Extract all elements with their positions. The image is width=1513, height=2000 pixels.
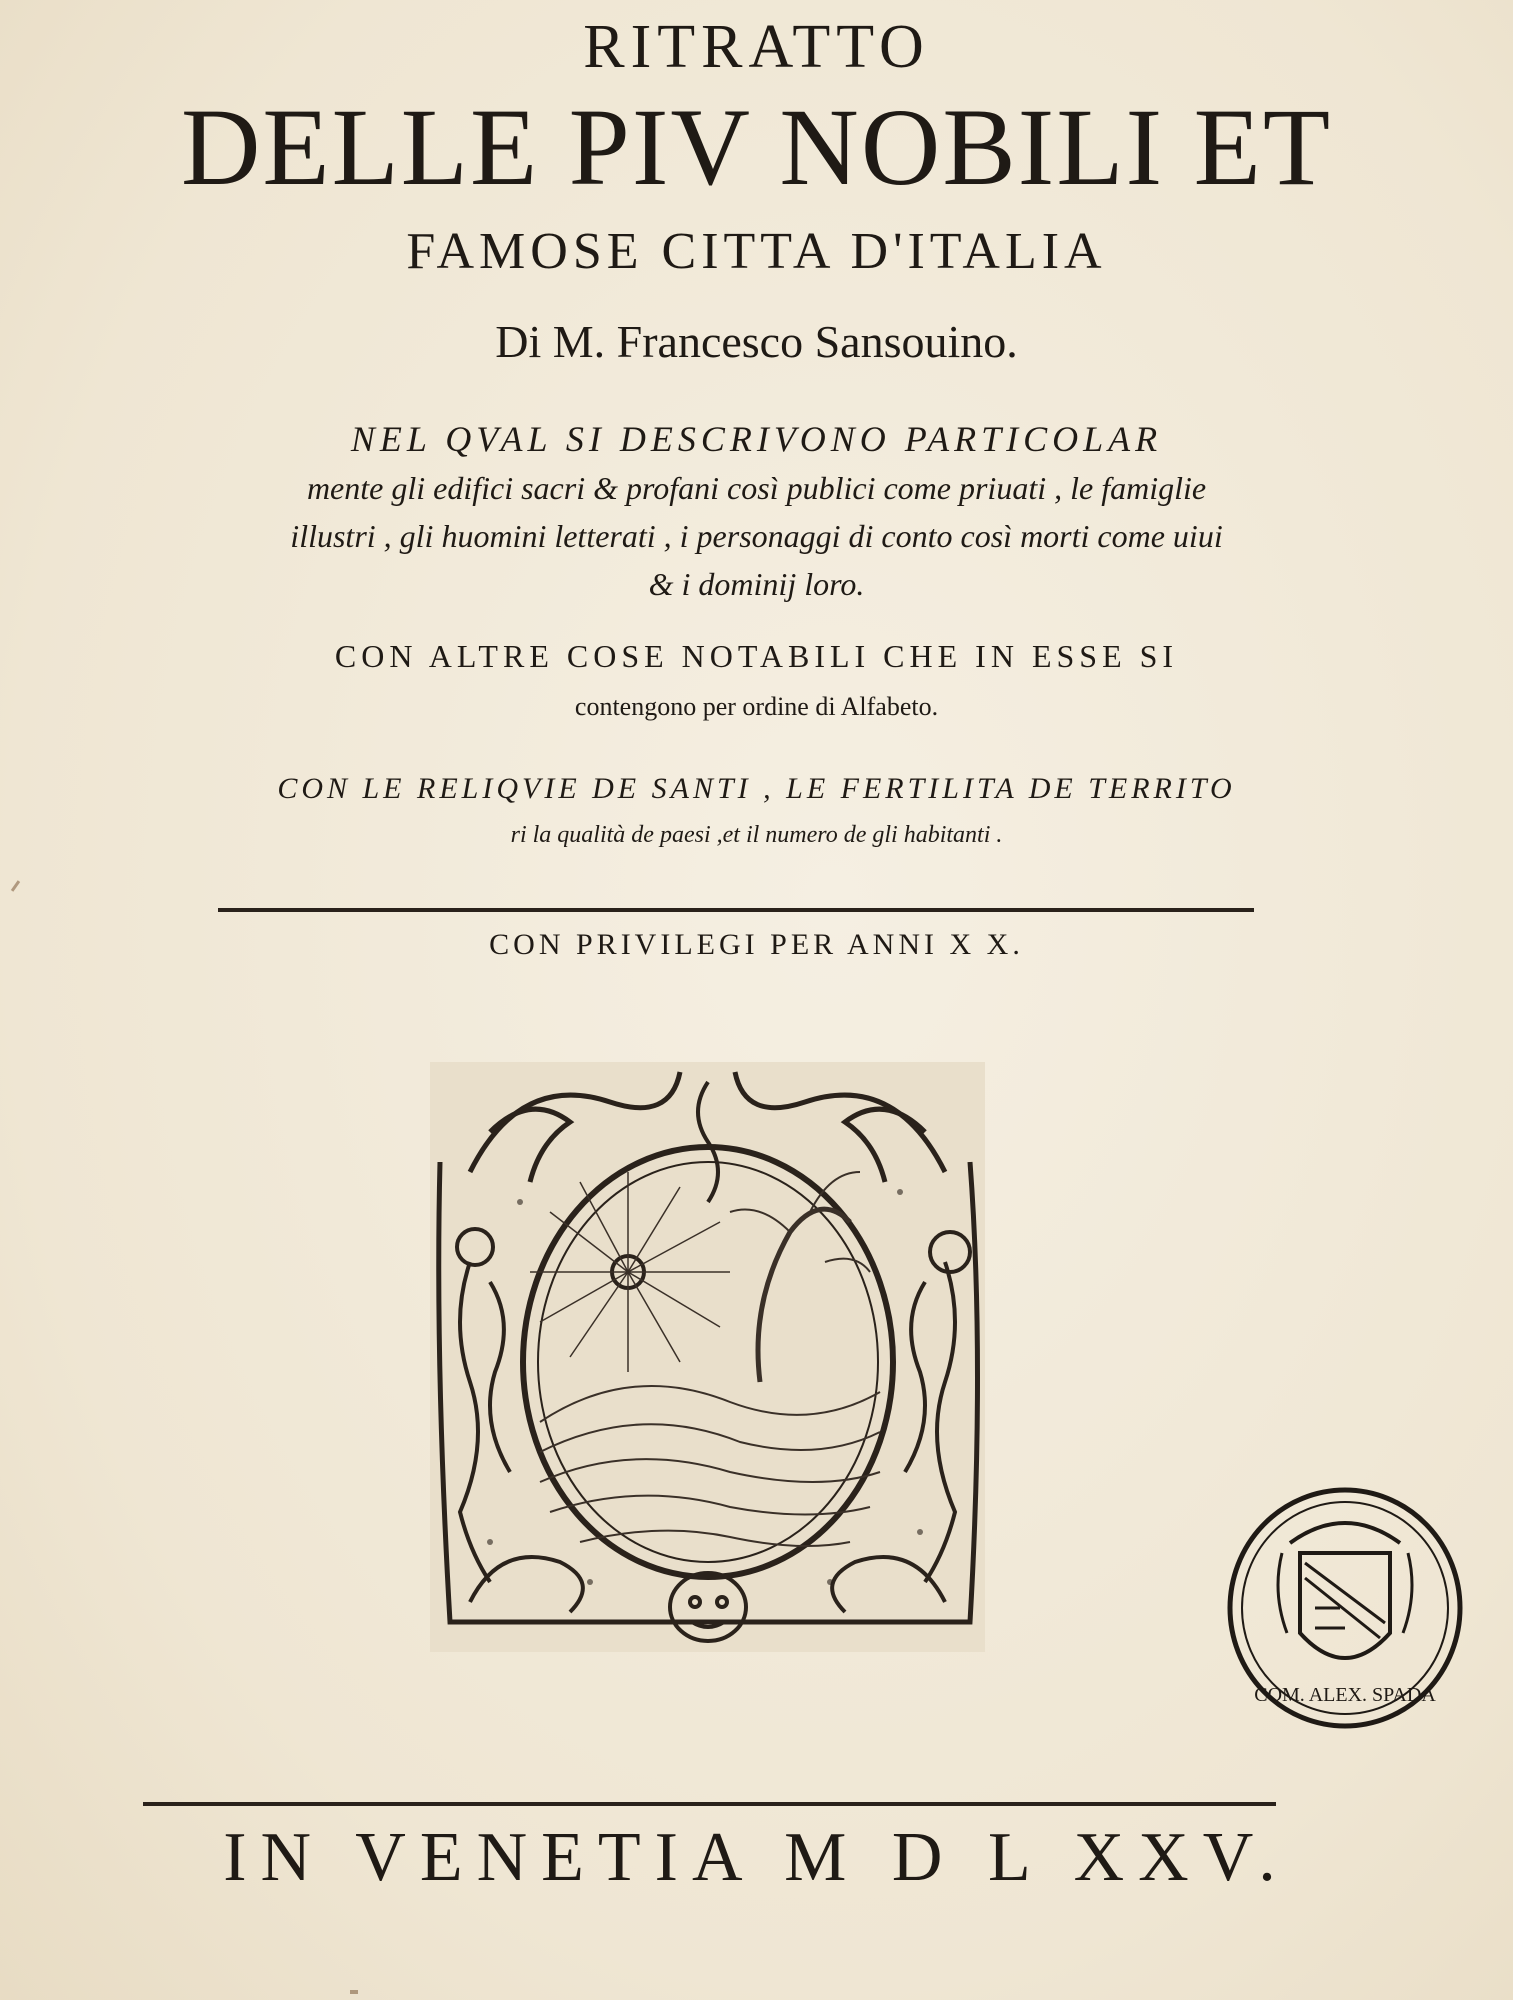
divider-rule-top — [218, 908, 1254, 912]
description-line-1: NEL QVAL SI DESCRIVONO PARTICOLAR — [350, 419, 1163, 459]
ownership-stamp — [1220, 1483, 1470, 1733]
relics-line-2: ri la qualità de paesi ,et il numero de gli habitanti . — [510, 822, 1003, 848]
contents-line-2: contengono per ordine di Alfabeto. — [574, 692, 939, 721]
stamp-inscription: COM. ALEX. SPADA — [1254, 1684, 1436, 1706]
description-line-2: mente gli edifici sacri & profani così publici come priuati , le famiglie — [306, 470, 1207, 506]
description-line-4: & i dominij loro. — [648, 566, 865, 602]
title-line-2: DELLE PIV NOBILI ET — [180, 86, 1333, 208]
privilege-line: CON PRIVILEGI PER ANNI X X. — [489, 928, 1024, 961]
title-line-1: RITRATTO — [583, 13, 930, 81]
author-line: Di M. Francesco Sansouino. — [495, 316, 1018, 367]
divider-rule-bottom — [143, 1802, 1276, 1806]
title-line-3: FAMOSE CITTA D'ITALIA — [406, 223, 1107, 280]
paper-mark — [11, 880, 20, 892]
imprint-line: IN VENETIA M D L XXV. — [223, 1819, 1290, 1896]
description-line-3: illustri , gli huomini letterati , i personaggi di conto così morti come uiui — [290, 518, 1223, 554]
woodcut-device-illustration — [430, 1062, 985, 1652]
paper-mark — [350, 1990, 358, 1994]
contents-line-1: CON ALTRE COSE NOTABILI CHE IN ESSE SI — [334, 638, 1179, 674]
relics-line-1: CON LE RELIQVIE DE SANTI , LE FERTILITA DE TERRITO — [277, 772, 1236, 805]
